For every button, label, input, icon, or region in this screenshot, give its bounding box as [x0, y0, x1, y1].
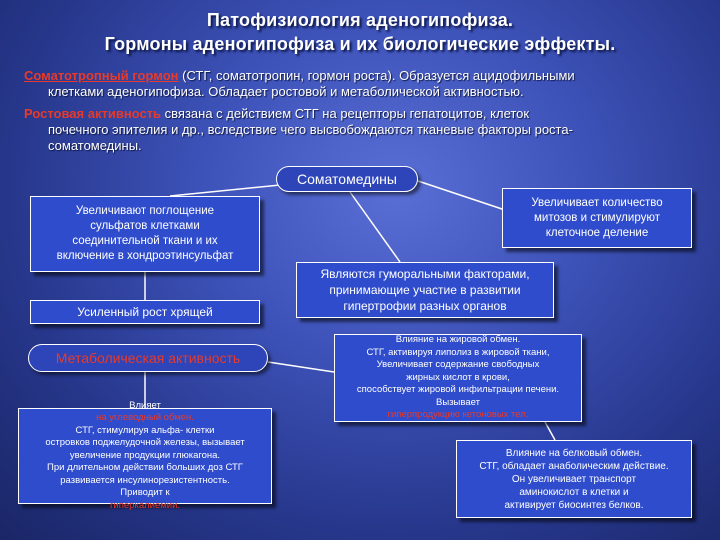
- protein-line-2: Он увеличивает транспорт: [511, 473, 637, 485]
- sulfate-line-4: включение в хондроэтинсульфат: [56, 250, 234, 262]
- sulfate-line-1: Увеличивают поглощение: [75, 205, 215, 217]
- carb-metabolism-box: [18, 399, 272, 511]
- carb-last-highlight: гиперкалиемии.: [109, 499, 181, 511]
- connector-fat-to-protein: [545, 422, 555, 440]
- fat-line-5: [357, 397, 559, 422]
- protein-line-4: активирует биосинтез белков.: [504, 499, 644, 511]
- carb-heading: на углеводный обмен.: [96, 412, 194, 424]
- somatotropin-term: Соматотропный гормон: [24, 68, 179, 83]
- carb-last-prefix: Приводит к: [120, 487, 170, 499]
- slide-title-line2: Гормоны аденогипофиза и их биологические эффекты.: [104, 34, 616, 54]
- connector-somatomedins-to-humoral: [350, 192, 400, 262]
- humoral-line-2: принимающие участие в развитии: [329, 283, 521, 297]
- connector-somatomedins-to-sulfate: [170, 184, 290, 196]
- fat-line-4: способствует жировой инфильтрации печени.: [356, 384, 560, 396]
- fat-last-prefix: Вызывает: [436, 396, 480, 408]
- carb-line-1: СТГ, стимулируя альфа- клетки: [75, 424, 215, 436]
- slide-title-line1: Патофизиология аденогипофиза.: [206, 10, 514, 30]
- carb-line-2: островков поджелудочной железы, вызывает: [45, 437, 245, 449]
- mitosis-line-1: Увеличивает количество: [531, 196, 663, 209]
- fat-line-2: Увеличивает содержание свободных: [376, 359, 540, 371]
- humoral-line-1: Являются гуморальными факторами,: [320, 267, 530, 281]
- para2-text2: почечного эпителия и др., вследствие чего высвобождаются тканевые факторы роста-: [48, 122, 573, 137]
- carb-line-5: развивается инсулинорезистентность.: [60, 474, 230, 486]
- humoral-line-3: гипертрофии разных органов: [343, 299, 507, 313]
- sulfate-line-2: сульфатов клетками: [90, 220, 200, 232]
- mitosis-line-3: клеточное деление: [545, 226, 649, 239]
- para2-text3: соматомедины.: [48, 138, 142, 153]
- humoral-factors-box: [296, 262, 554, 318]
- mitosis-line-2: митозов и стимулируют: [534, 211, 660, 224]
- protein-metabolism-box: [456, 440, 692, 518]
- fat-line-3: жирных кислот в крови,: [406, 371, 510, 383]
- metabolic-activity-node: Метаболическая активность: [28, 344, 268, 372]
- cartilage-growth-box: Усиленный рост хрящей: [30, 300, 260, 324]
- connector-metabolic-to-fat: [268, 362, 334, 372]
- carb-line-4: При длительном действии больших доз СТГ: [47, 462, 243, 474]
- carb-line-6: [45, 487, 244, 512]
- protein-heading: Влияние на белковый обмен.: [505, 447, 643, 459]
- fat-line-1: СТГ, активируя липолиз в жировой ткани,: [366, 346, 550, 358]
- para1-text2: клетками аденогипофиза. Обладает ростовой и метаболической активностью.: [48, 84, 524, 99]
- fat-metabolism-box: [334, 334, 582, 422]
- para1-text1: (СТГ, соматотропин, гормон роста). Образуется ацидофильными: [178, 68, 575, 83]
- carb-line-heading: [45, 400, 244, 425]
- growth-activity-term: Ростовая активность: [24, 106, 162, 121]
- somatomedins-node: Соматомедины: [276, 166, 418, 192]
- para2-text1: связана с действием СТГ на рецепторы гепатоцитов, клеток: [161, 106, 530, 121]
- fat-last-highlight: гиперпродукцию кетоновых тел.: [387, 409, 529, 421]
- carb-line-3: увеличение продукции глюкагона.: [69, 449, 221, 461]
- sulfate-uptake-box: [30, 196, 260, 272]
- carb-prefix: Влияет: [129, 399, 161, 411]
- sulfate-line-3: соединительной ткани и их: [72, 235, 218, 247]
- connector-somatomedins-to-mitosis: [415, 180, 505, 210]
- protein-line-3: аминокислот в клетки и: [519, 486, 629, 498]
- mitosis-box: [502, 188, 692, 248]
- fat-heading: Влияние на жировой обмен.: [395, 334, 521, 346]
- protein-line-1: СТГ, обладает анаболическим действие.: [479, 460, 669, 472]
